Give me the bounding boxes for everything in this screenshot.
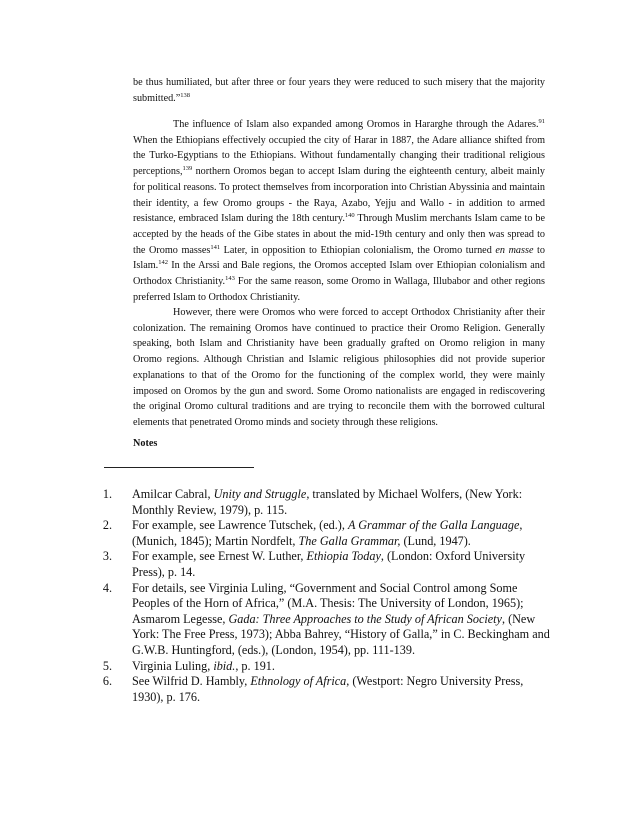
- note-text: Amilcar Cabral, Unity and Struggle, translated by Michael Wolfers, (New York: Monthly Review, 1979), p. 115.: [132, 487, 523, 517]
- note-text: See Wilfrid D. Hambly, Ethnology of Africa, (Westport: Negro University Press, 1930), p. 176.: [132, 674, 524, 704]
- note-number: 3.: [102, 549, 112, 564]
- note-text: For details, see Virginia Luling, “Government and Social Control among Some Peoples of the Horn of Africa,” (M.A. Thesis: The University of London, 1965); Asmarom Legesse, Gada: Three Approaches to the Study of African Society, (New York: The Free Press, 1973); Abba Bahrey, “History of Galla,” in C. Beckingham and G.W.B. Huntingford, (eds.), (London, 1954), pp. 111-139.: [132, 580, 550, 657]
- note-number: 1.: [102, 487, 112, 501]
- paragraph-continuation: be thus humiliated, but after three or four years they were reduced to such misery that the majority submitted.”$^{138}$: [133, 77, 545, 104]
- note-item: [90, 549, 550, 580]
- note-item: [90, 518, 550, 549]
- note-number: 2.: [102, 518, 112, 533]
- note-text: For example, see Lawrence Tutschek, (ed.), A Grammar of the Galla Language, (Munich, 1845); Martin Nordfelt, The Galla Grammar, (Lund, 1947).: [132, 518, 523, 548]
- note-item: [90, 674, 550, 705]
- note-item: [90, 581, 550, 659]
- notes-heading: Notes: [133, 438, 158, 449]
- notes-list: [90, 487, 550, 705]
- note-text: Virginia Luling, ibid., p. 191.: [132, 658, 275, 673]
- note-number: 4.: [102, 580, 112, 595]
- footnote-divider: [104, 467, 254, 468]
- note-number: 5.: [102, 658, 112, 673]
- note-number: 6.: [102, 674, 112, 689]
- paragraph-orthodox-christianity: However, there were Oromos who were forced to accept Orthodox Christianity after their colonization. The remaining Oromos have continued to practice their Oromo Religion. Generally speaking, both Islam and Christianity have been gradually grafted on Oromo religion in many Oromo regions. Although Christian and Islamic religious philosophies did not provide superior explanations to that of the Oromo for the functioning of the complex world, they were mainly imposed on Oromos by the gun and sword. Some Oromo nationalists are engaged in rediscovering the original Oromo cultural traditions and are trying to reconcile them with the borrowed cultural elements that penetrated Oromo minds and society through these religions.: [133, 307, 545, 428]
- note-item: [90, 487, 550, 518]
- note-item: [90, 659, 550, 675]
- note-text: For example, see Ernest W. Luther, Ethiopia Today, (London: Oxford University Press), p. 14.: [132, 549, 526, 579]
- paragraph-islam-expansion: The influence of Islam also expanded among Oromos in Hararghe through the Adares.$^{91}$ When the Ethiopians effectively occupied the city of Harar in 1887, the Adare alliance shifted from the Turko-Egyptians to the Ethiopians. Without fundamentally changing their traditional religious perceptions,$^{139}$ northern Oromos began to accept Islam during the eighteenth century, albeit mainly for political reasons. To protect themselves from incorporation into Christian Abyssinia and maintain their identity, a few Oromo groups - the Raya, Azabo, Yejju and Wallo - in addition to armed resistance, embraced Islam during the 18th century.$^{140}$ Through Muslim merchants Islam came to be accepted by the heads of the Gibe states in about the mid-19th century and only then was spread to the Oromo masses$^{141}$ Later, in opposition to Ethiopian colonialism, the Oromo turned en masse to Islam.$^{142}$ In the Arssi and Bale regions, the Oromos accepted Islam over Ethiopian colonialism and Orthodox Christianity.$^{143}$ For the same reason, some Oromo in Wallaga, Illubabor and other regions preferred Islam to Orthodox Christianity.: [133, 118, 545, 303]
